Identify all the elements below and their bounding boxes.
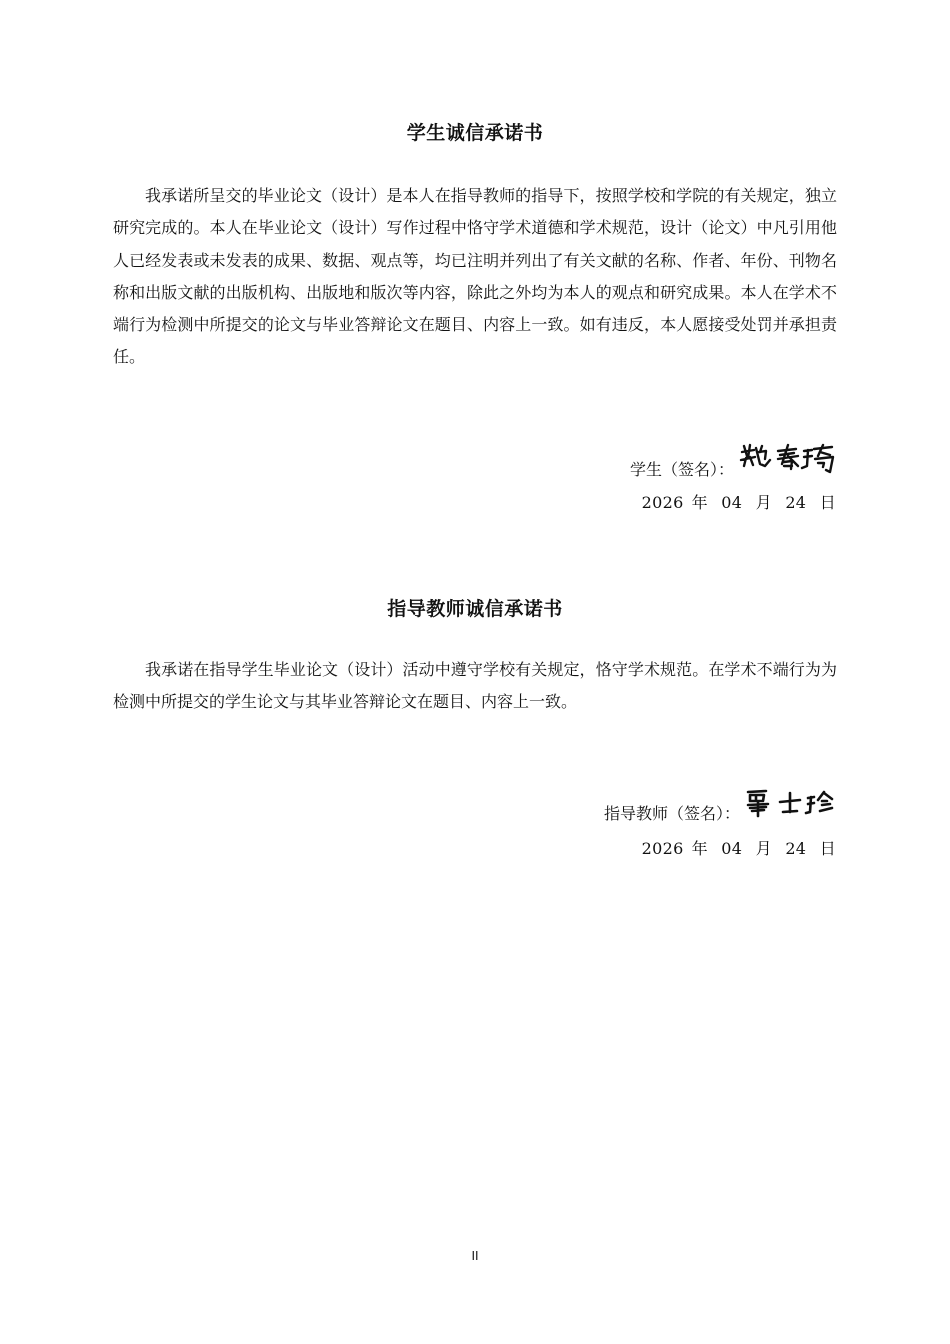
student-date-month-unit: 月 [755, 493, 772, 512]
student-pledge-title: 学生诚信承诺书 [406, 122, 544, 144]
advisor-date-month: 04 [721, 839, 743, 858]
student-signature-label: 学生（签名）： [629, 460, 734, 479]
student-date-year-unit: 年 [691, 493, 708, 512]
advisor-date-year: 2026 [641, 839, 684, 858]
advisor-date-year-unit: 年 [691, 839, 708, 858]
advisor-date-day-unit: 日 [819, 839, 836, 858]
student-date-day-unit: 日 [819, 493, 836, 512]
student-date-day: 24 [785, 493, 807, 512]
advisor-handwritten-signature [744, 788, 838, 824]
student-pledge-body: 我承诺所呈交的毕业论文（设计）是本人在指导教师的指导下，按照学校和学院的有关规定，独立研究完成的。本人在毕业论文（设计）写作过程中恪守学术道德和学术规范，设计（论文）中凡引用他人已经发表或未发表的成果、数据、观点等，均已注明并列出了有关文献的名称、作者、年份、刊物名称和出版文献的出版机构、出版地和版次等内容，除此之外均为本人的观点和研究成果。本人在学术不端行为检测中所提交的论文与毕业答辩论文在题目、内容上一致。如有违反，本人愿接受处罚并承担责任。 [113, 186, 837, 367]
page-number: II [471, 1249, 479, 1263]
student-date [642, 490, 836, 513]
advisor-date-month-unit: 月 [755, 839, 772, 858]
advisor-signature-row [604, 788, 838, 824]
student-date-month: 04 [721, 493, 743, 512]
advisor-pledge-title: 指导教师诚信承诺书 [387, 598, 563, 620]
advisor-date [642, 836, 836, 859]
student-signature-row [630, 442, 838, 480]
advisor-pledge-body: 我承诺在指导学生毕业论文（设计）活动中遵守学校有关规定，恪守学术规范。在学术不端行为为检测中所提交的学生论文与其毕业答辩论文在题目、内容上一致。 [113, 660, 837, 712]
student-date-year: 2026 [641, 493, 684, 512]
advisor-date-day: 24 [785, 839, 807, 858]
advisor-signature-label: 指导教师（签名）： [603, 804, 740, 823]
student-handwritten-signature [738, 442, 838, 480]
